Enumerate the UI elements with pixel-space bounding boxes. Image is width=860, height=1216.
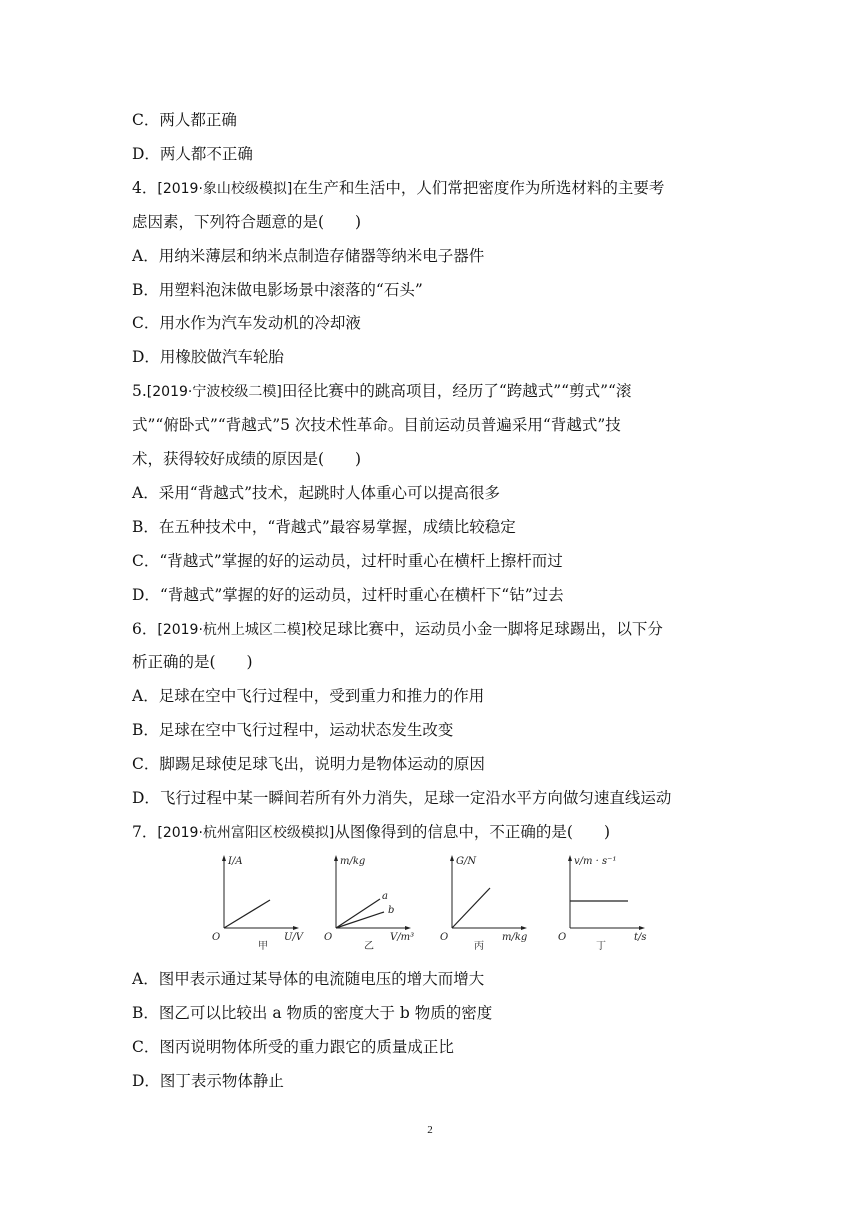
line-text: 校足球比赛中，运动员小金一脚将足球踢出，以下分 <box>306 619 663 638</box>
graph-ding-ylabel: v/m · s⁻¹ <box>574 856 617 867</box>
text-line <box>132 516 742 538</box>
graph-bing-caption: 丙 <box>474 941 484 952</box>
graph-bing-origin: O <box>440 932 449 943</box>
line-text: C．脚踢足球使足球飞出，说明力是物体运动的原因 <box>132 755 485 774</box>
graph-yi-origin: O <box>324 932 333 943</box>
line-text: B．在五种技术中，“背越式”最容易掌握，成绩比较稳定 <box>132 517 516 536</box>
graph-yi-ylabel: m/kg <box>340 856 366 867</box>
graph-jia-origin: O <box>212 932 221 943</box>
graph-yi-series-b: b <box>388 905 395 916</box>
text-line <box>132 584 742 606</box>
question-source: [2019·宁波校级二模] <box>146 384 282 401</box>
question-number: 4． <box>132 178 158 197</box>
text-line <box>132 177 742 200</box>
line-text: C．用水作为汽车发动机的冷却液 <box>132 314 361 333</box>
text-line <box>132 211 742 233</box>
line-text: B．足球在空中飞行过程中，运动状态发生改变 <box>132 721 454 740</box>
line-text: A．用纳米薄层和纳米点制造存储器等纳米电子器件 <box>132 246 485 265</box>
graph-ding <box>556 852 666 952</box>
question-7-option: A．图甲表示通过某导体的电流随电压的增大而增大 <box>132 970 485 988</box>
question-source: [2019·象山校级模拟] <box>157 180 293 197</box>
question-7-option: B．图乙可以比较出 a 物质的密度大于 b 物质的密度 <box>132 1004 493 1022</box>
text-line <box>132 380 742 403</box>
text-line <box>132 482 742 504</box>
question-source: [2019·杭州上城区二模] <box>157 621 307 638</box>
graph-bing-xlabel: m/kg <box>502 932 528 943</box>
graph-yi-caption: 乙 <box>364 941 374 952</box>
text-line <box>132 448 742 470</box>
graph-jia-xlabel: U/V <box>284 932 304 943</box>
graph-yi-line-b <box>336 912 384 928</box>
text-line <box>132 550 742 572</box>
graph-yi-series-a: a <box>382 891 388 902</box>
text-line <box>132 312 742 334</box>
text-line <box>132 245 742 267</box>
graph-ding-svg <box>556 852 666 952</box>
text-line <box>132 685 742 707</box>
text-line <box>132 787 742 809</box>
text-line <box>132 821 742 844</box>
graph-jia-line <box>224 900 270 928</box>
line-text: 析正确的是( ) <box>132 653 253 672</box>
line-text: B．用塑料泡沫做电影场景中滚落的“石头” <box>132 280 423 299</box>
text-line <box>132 143 742 165</box>
graph-yi <box>322 852 432 952</box>
graph-bing-ylabel: G/N <box>456 856 477 867</box>
line-text: 田径比赛中的跳高项目，经历了“跨越式”“剪式”“滚 <box>281 382 632 401</box>
line-text: 在生产和生活中，人们常把密度作为所选材料的主要考 <box>292 178 665 197</box>
graph-yi-line-a <box>336 899 380 928</box>
graph-yi-svg <box>322 852 432 952</box>
text-line <box>132 109 742 131</box>
line-text: C．“背越式”掌握的好的运动员，过杆时重心在横杆上擦杆而过 <box>132 551 563 570</box>
line-text: 术，获得较好成绩的原因是( ) <box>132 450 362 468</box>
line-text: D．“背越式”掌握的好的运动员，过杆时重心在横杆下“钻”过去 <box>132 585 564 604</box>
graph-bing-line <box>452 888 490 928</box>
graph-yi-xlabel: V/m³ <box>390 932 415 943</box>
question-number: 7． <box>132 822 158 841</box>
graph-ding-xlabel: t/s <box>634 932 647 943</box>
line-text: C．两人都正确 <box>132 111 237 129</box>
graph-ding-caption: 丁 <box>596 941 606 952</box>
line-text: D．用橡胶做汽车轮胎 <box>132 348 284 367</box>
line-text: D．飞行过程中某一瞬间若所有外力消失，足球一定沿水平方向做匀速直线运动 <box>132 789 672 807</box>
graph-bing <box>438 852 548 952</box>
text-line <box>132 346 742 368</box>
graph-bing-svg <box>438 852 548 952</box>
graph-jia-ylabel: I/A <box>228 856 243 867</box>
question-source: [2019·杭州富阳区校级模拟] <box>157 824 335 841</box>
graph-ding-origin: O <box>558 932 567 943</box>
graph-jia-svg <box>210 852 320 952</box>
text-line <box>132 618 742 641</box>
line-text: 虑因素，下列符合题意的是( ) <box>132 212 362 231</box>
line-text: D．两人都不正确 <box>132 144 253 163</box>
graph-jia <box>210 852 320 952</box>
line-text: 从图像得到的信息中，不正确的是( ) <box>334 822 610 841</box>
question-7-graphs <box>210 852 660 952</box>
text-line <box>132 414 742 436</box>
line-text: 式”“俯卧式”“背越式”5 次技术性革命。目前运动员普遍采用“背越式”技 <box>132 416 621 435</box>
line-text: A．足球在空中飞行过程中，受到重力和推力的作用 <box>132 687 485 706</box>
question-7-option: D．图丁表示物体静止 <box>132 1072 284 1090</box>
question-7-option: C．图丙说明物体所受的重力跟它的质量成正比 <box>132 1038 454 1056</box>
question-number: 6． <box>132 619 158 638</box>
text-line <box>132 753 742 775</box>
line-text: A．采用“背越式”技术，起跳时人体重心可以提高很多 <box>132 483 501 502</box>
question-number: 5. <box>132 382 147 401</box>
text-line <box>132 719 742 741</box>
text-line <box>132 651 742 673</box>
page-number: 2 <box>427 1124 433 1136</box>
graph-jia-caption: 甲 <box>258 941 268 952</box>
text-line <box>132 279 742 301</box>
